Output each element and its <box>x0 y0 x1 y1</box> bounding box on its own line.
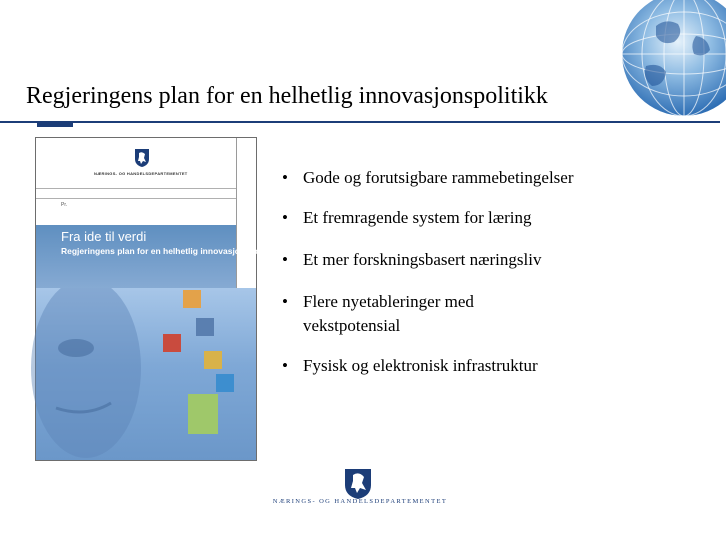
globe-icon <box>616 0 726 126</box>
report-cover <box>35 137 280 461</box>
cover-tile <box>183 290 201 308</box>
ministry-logo <box>270 468 450 514</box>
bullet-text: Fysisk og elektronisk infrastruktur <box>303 356 538 375</box>
cover-header <box>36 138 280 288</box>
bullet-item <box>282 166 574 190</box>
bullet-marker: • <box>282 356 288 375</box>
bullet-item <box>282 290 533 338</box>
title-accent-bar <box>37 121 73 127</box>
cover-subtitle: Regjeringens plan for en helhetlig innovasjonspolitikk <box>61 246 280 256</box>
bullet-list <box>282 166 574 378</box>
bullet-text: Et mer forskningsbasert næringsliv <box>303 250 542 269</box>
cover-ministry-name: NÆRINGS- OG HANDELSDEPARTEMENTET <box>94 171 188 176</box>
bullet-marker: • <box>282 250 288 269</box>
bullet-marker: • <box>282 208 288 227</box>
cover-tile <box>188 394 218 434</box>
bullet-text: Gode og forutsigbare rammebetingelser <box>303 168 574 187</box>
bullet-item <box>282 206 574 230</box>
cover-code: Pr. <box>61 202 68 208</box>
cover-tile <box>216 374 234 392</box>
ministry-name <box>270 498 450 505</box>
cover-title: Fra ide til verdi <box>61 229 147 244</box>
slide-title: Regjeringens plan for en helhetlig innovasjonspolitikk <box>26 83 548 109</box>
title-divider <box>0 121 720 123</box>
ministry-name-part: NÆRINGS- OG <box>272 498 332 505</box>
lion-crest-icon <box>344 468 372 500</box>
lion-crest-icon <box>134 148 150 168</box>
cover-divider <box>36 198 236 199</box>
cover-tile <box>163 334 181 352</box>
cover-divider <box>36 188 236 189</box>
ministry-name-part: HANDELSDEPARTEMENTET <box>334 498 448 505</box>
cover-tile <box>204 351 222 369</box>
bullet-marker: • <box>282 292 288 311</box>
bullet-marker: • <box>282 168 288 187</box>
bullet-item <box>282 354 574 378</box>
bullet-text: Flere nyetableringer med vekstpotensial <box>303 292 474 335</box>
bullet-text: Et fremragende system for læring <box>303 208 532 227</box>
bullet-item <box>282 248 574 272</box>
cover-tile <box>196 318 214 336</box>
